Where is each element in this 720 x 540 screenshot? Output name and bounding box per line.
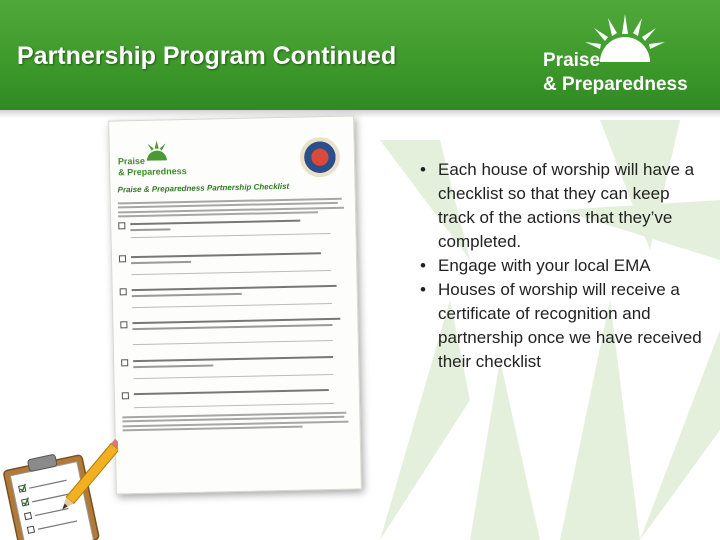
bullet-item: • Houses of worship will receive a certificate of recognition and partnership once we have received their checklist xyxy=(420,280,702,371)
logo-text-preparedness: & Preparedness xyxy=(543,74,688,95)
bullet-item: • Engage with your local EMA xyxy=(420,256,651,275)
doc-heading: Praise & Preparedness Partnership Checklist xyxy=(117,181,290,195)
slide-title: Partnership Program Continued xyxy=(17,42,397,70)
doc-checklist-item xyxy=(121,354,350,392)
praise-preparedness-logo xyxy=(540,14,710,100)
doc-logo-text: Praise & Preparedness xyxy=(117,155,187,178)
doc-checklist-item xyxy=(119,250,348,288)
gema-seal xyxy=(300,137,341,178)
checklist-document-image xyxy=(108,115,362,494)
doc-checklist xyxy=(118,217,350,425)
header-shadow xyxy=(0,110,720,118)
bullet-item: • Each house of worship will have a checklist so that they can keep track of the actions that they’ve completed. xyxy=(420,160,695,251)
doc-checklist-item xyxy=(118,217,347,255)
doc-footer-text xyxy=(122,409,350,434)
bullet-list xyxy=(412,158,702,374)
doc-checklist-item xyxy=(120,316,349,359)
doc-checklist-item xyxy=(120,283,349,321)
doc-intro-text xyxy=(118,195,346,220)
clipboard-pencil-icon xyxy=(0,438,118,540)
logo-text-praise: Praise xyxy=(543,50,601,71)
